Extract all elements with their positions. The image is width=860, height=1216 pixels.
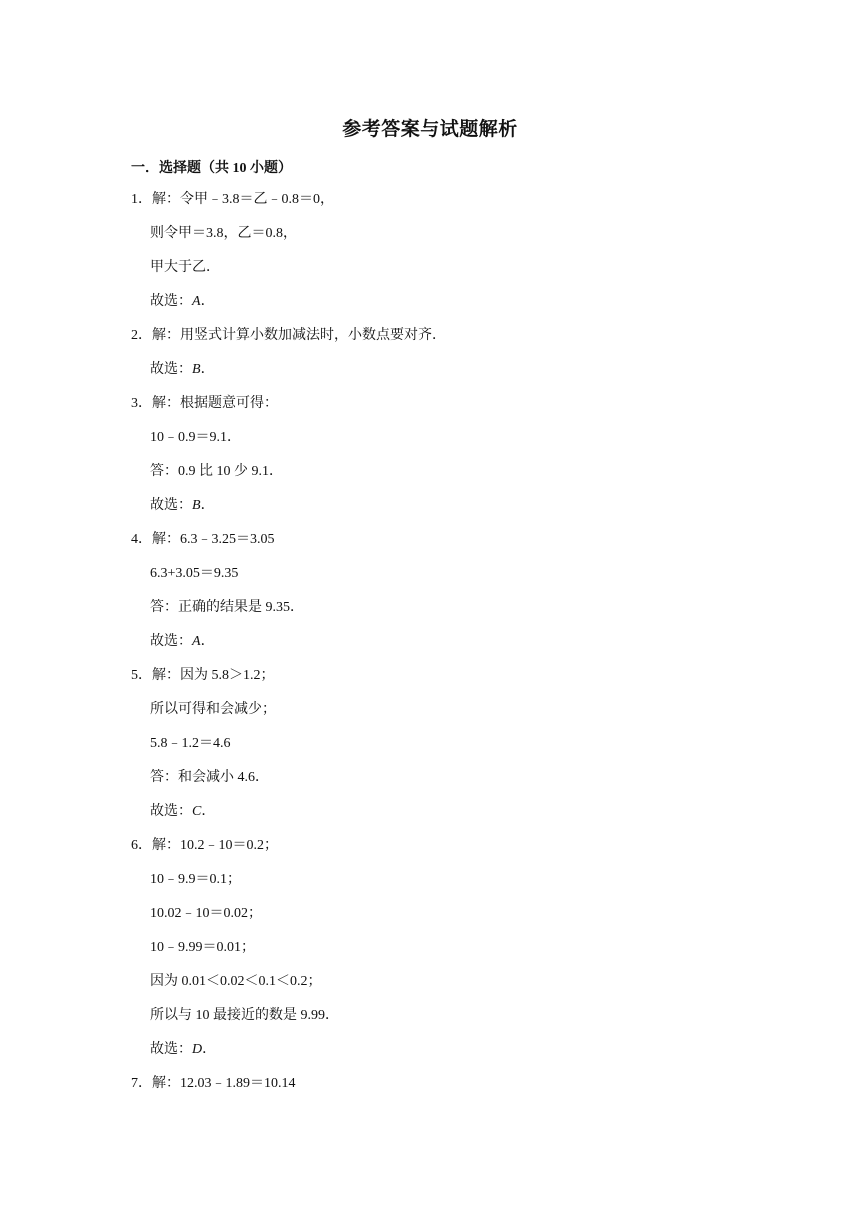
answer-choice-line — [0, 631, 860, 665]
answer-suffix: ． — [201, 804, 216, 819]
answer-suffix: ． — [200, 294, 215, 309]
solution-step-line: 则令甲＝3.8，乙＝0.8， — [150, 226, 297, 241]
answer-choice-line — [0, 495, 860, 529]
answer-letter: D — [192, 1042, 203, 1057]
answer-letter: C — [192, 804, 202, 819]
answer-suffix: ． — [200, 498, 215, 513]
solution-step-line: 甲大于乙． — [150, 260, 220, 275]
question-solution-line: 6．解：10.2﹣10＝0.2； — [131, 838, 278, 853]
solution-step-line: 答：正确的结果是 9.35． — [150, 600, 304, 615]
solution-step-line: 10.02﹣10＝0.02； — [150, 906, 262, 921]
question-solution-line: 5．解：因为 5.8＞1.2； — [131, 668, 275, 683]
answer-prefix: 故选： — [150, 634, 192, 649]
question-solution-line: 7．解：12.03﹣1.89＝10.14 — [131, 1076, 296, 1091]
answer-choice-line — [0, 359, 860, 393]
answer-suffix: ． — [200, 362, 215, 377]
solution-lines — [0, 189, 860, 1107]
answer-suffix: ． — [200, 634, 215, 649]
section-heading: 一．选择题（共 10 小题） — [131, 161, 292, 176]
question-solution-line: 3．解：根据题意可得： — [131, 396, 278, 411]
solution-step-line: 所以可得和会减少； — [150, 702, 276, 717]
solution-step-line: 答：和会减小 4.6． — [150, 770, 269, 785]
question-solution-line: 1．解：令甲﹣3.8＝乙﹣0.8＝0， — [131, 192, 334, 207]
answer-prefix: 故选： — [150, 1042, 192, 1057]
question-solution-line: 2．解：用竖式计算小数加减法时，小数点要对齐． — [131, 328, 446, 343]
answer-letter: A — [192, 294, 201, 309]
solution-step-line: 5.8﹣1.2＝4.6 — [150, 736, 231, 751]
question-solution-line: 4．解：6.3﹣3.25＝3.05 — [131, 532, 275, 547]
answer-letter: B — [192, 498, 201, 513]
answer-prefix: 故选： — [150, 362, 192, 377]
solution-step-line: 因为 0.01＜0.02＜0.1＜0.2； — [150, 974, 322, 989]
answer-letter: A — [192, 634, 201, 649]
answer-prefix: 故选： — [150, 498, 192, 513]
solution-step-line: 10﹣9.99＝0.01； — [150, 940, 255, 955]
answer-choice-line — [0, 291, 860, 325]
answer-choice-line — [0, 1039, 860, 1073]
solution-step-line: 所以与 10 最接近的数是 9.99． — [150, 1008, 339, 1023]
answer-choice-line — [0, 801, 860, 835]
page-title: 参考答案与试题解析 — [342, 119, 518, 140]
answer-letter: B — [192, 362, 201, 377]
solution-step-line: 6.3+3.05＝9.35 — [150, 566, 239, 581]
solution-step-line: 10﹣9.9＝0.1； — [150, 872, 241, 887]
solution-step-line: 答：0.9 比 10 少 9.1． — [150, 464, 283, 479]
answer-suffix: ． — [202, 1042, 217, 1057]
solution-step-line: 10﹣0.9＝9.1． — [150, 430, 241, 445]
answer-prefix: 故选： — [150, 294, 192, 309]
answer-prefix: 故选： — [150, 804, 192, 819]
